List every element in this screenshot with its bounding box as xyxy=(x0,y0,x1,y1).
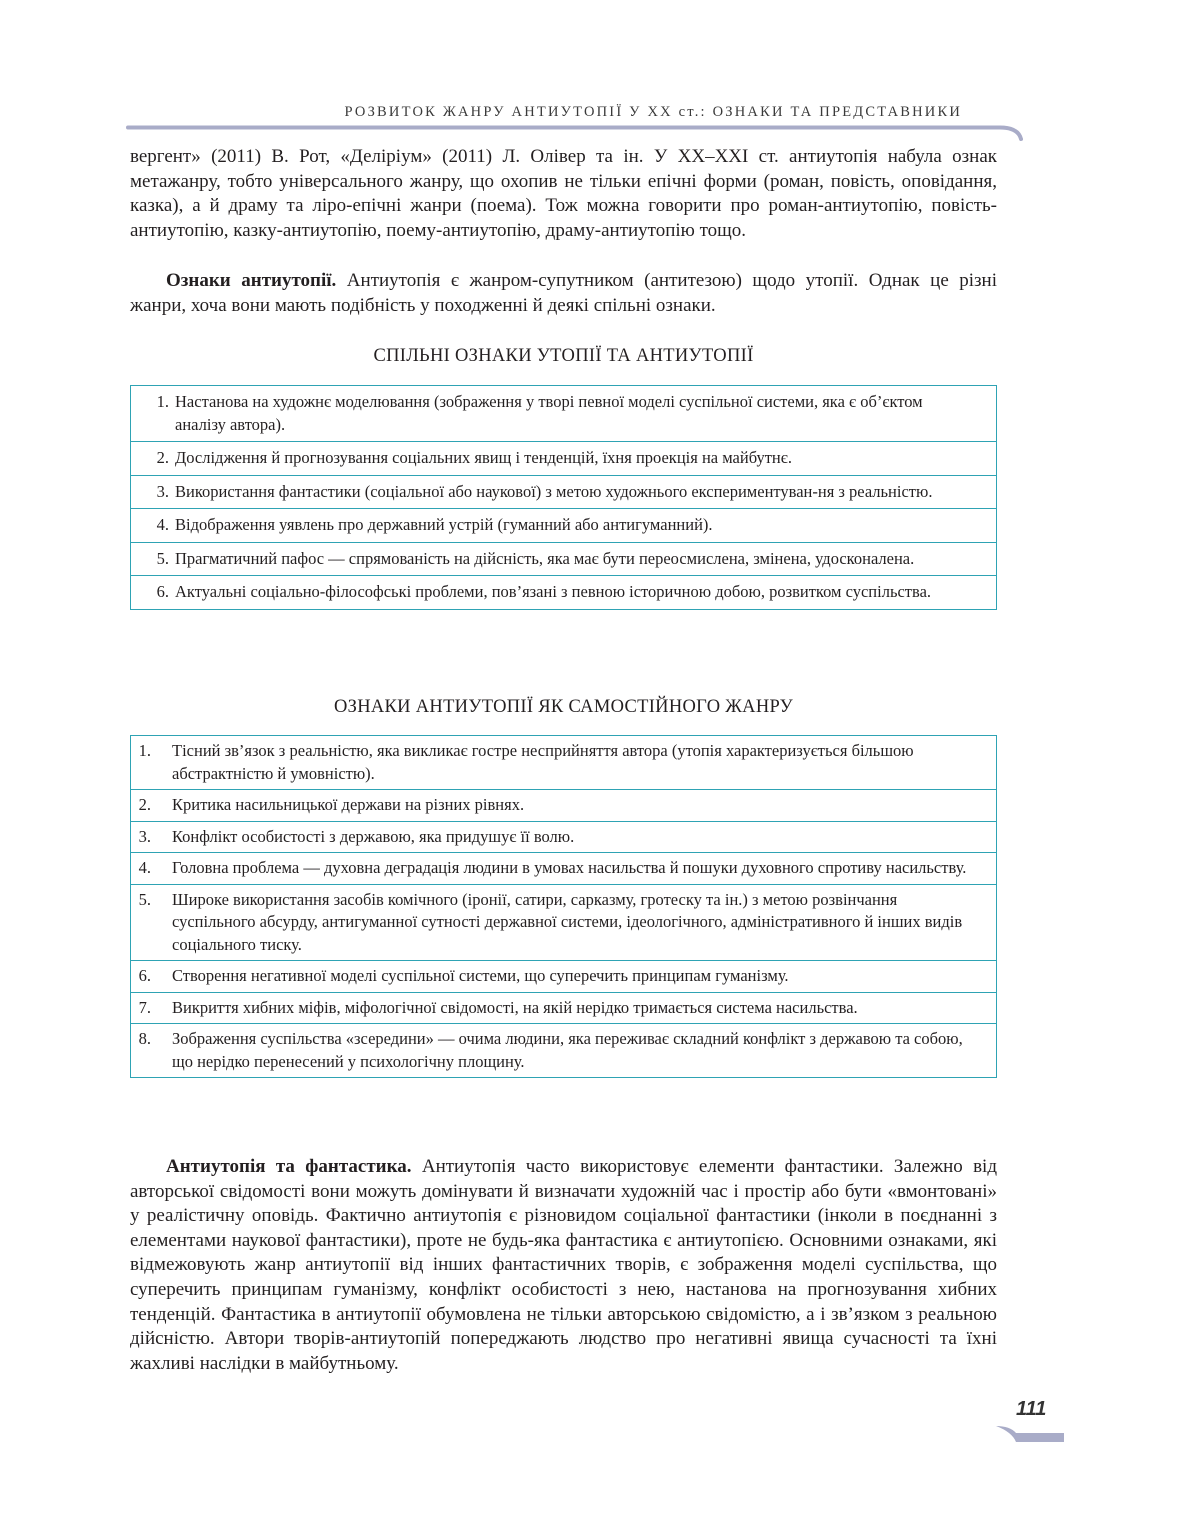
features-paragraph xyxy=(130,269,997,318)
table-row xyxy=(131,853,997,885)
features-lead: Ознаки антиутопії. xyxy=(166,270,337,291)
row-number: 8. xyxy=(138,1029,151,1048)
row-text: Головна проблема — духовна деградація людини в умовах насильства й пошуки духовного спротиву насильству. xyxy=(172,858,967,877)
running-head: РОЗВИТОК ЖАНРУ АНТИУТОПІЇ У XX ст.: ОЗНАКИ ТА ПРЕДСТАВНИКИ xyxy=(344,104,962,120)
fantasy-text: Антиутопія часто використовує елементи фантастики. Залежно від авторської свідомості вони можуть домінувати й визначати художній час і простір або бути «вмонтовані» у реалістичну оповідь. Фактично антиутопія є різновидом соціальної фантастики (інколи в поєднанні з елементами наукової фантастики), проте не будь-яка фантастика є антиутопією. Основними ознаками, які відмежовують жанр антиутопії від інших фантастичних творів, є зображення моделі суспільства, що суперечить принципам гуманізму, конфлікт особистості з нею, настанова на прогнозування хибних тенденцій. Фантастика в антиутопії обумовлена не тільки авторською свідомістю, а і зв’язком з реальною дійсністю. Автори творів-антиутопій попереджають людство про негативні явища сучасності та їхні жахливі наслідки в майбутньому. xyxy=(130,1156,997,1374)
table-row xyxy=(131,576,997,610)
row-number: 1. xyxy=(156,392,169,411)
header-rule xyxy=(0,0,1190,160)
table-row xyxy=(131,1024,997,1078)
row-number: 2. xyxy=(156,448,169,467)
row-number: 6. xyxy=(138,966,151,985)
antiutopia-features-table xyxy=(130,735,997,1078)
common-features-table xyxy=(130,385,997,610)
row-number: 3. xyxy=(156,481,169,501)
row-text: Тісний зв’язок з реальністю, яка викликає гостре несприйняття автора (утопія характеризується більшою абстрактністю й умовністю). xyxy=(172,741,914,783)
intro-paragraph: вергент» (2011) В. Рот, «Деліріум» (2011) Л. Олівер та ін. У XX–XXI ст. антиутопія набула ознак метажанру, тобто універсального жанру, що охопив не тільки епічні форми (роман, повість, оповідання, казка), а й драму та ліро-епічні жанри (поема). Тож можна говорити про роман-антиутопію, повість-антиутопію, казку-антиутопію, поему-антиутопію, драму-антиутопію тощо. xyxy=(130,146,997,241)
table-row xyxy=(131,542,997,576)
row-text: Прагматичний пафос — спрямованість на дійсність, яка має бути переосмислена, змінена, удосконалена. xyxy=(175,548,915,568)
row-text: Дослідження й прогнозування соціальних явищ і тенденцій, їхня проекція на майбутнє. xyxy=(175,448,792,467)
table-row xyxy=(131,736,997,790)
table-row xyxy=(131,386,997,442)
row-text: Широке використання засобів комічного (іронії, сатири, сарказму, гротеску та ін.) з метою розвінчання суспільного абсурду, антигуманної сутності державної системи, ідеологічного, адміністративного й інших видів соціального тиску. xyxy=(172,889,963,954)
table-row xyxy=(131,790,997,822)
row-number: 4. xyxy=(156,515,169,534)
table1-title: СПІЛЬНІ ОЗНАКИ УТОПІЇ ТА АНТИУТОПІЇ xyxy=(373,346,754,366)
row-text: Зображення суспільства «зсередини» — очима людини, яка переживає складний конфлікт з державою та собою, що нерідко перенесений у психологічну площину. xyxy=(172,1029,963,1071)
table2-title: ОЗНАКИ АНТИУТОПІЇ ЯК САМОСТІЙНОГО ЖАНРУ xyxy=(333,697,793,717)
footer-decoration xyxy=(996,1424,1068,1446)
fantasy-paragraph xyxy=(130,1155,997,1376)
row-text: Відображення уявлень про державний устрій (гуманний або антигуманний). xyxy=(175,515,713,534)
row-text: Використання фантастики (соціальної або наукової) з метою художнього експериментуван-ня з реальністю. xyxy=(175,481,933,501)
table-row xyxy=(131,821,997,853)
table-row xyxy=(131,509,997,543)
table-row xyxy=(131,961,997,993)
row-text: Викриття хибних міфів, міфологічної свідомості, на якій нерідко тримається система насильства. xyxy=(172,997,858,1017)
row-text: Актуальні соціально-філософські проблеми, пов’язані з певною історичною добою, розвитком суспільства. xyxy=(175,582,932,601)
row-number: 5. xyxy=(138,889,151,909)
row-text: Критика насильницької держави на різних рівнях. xyxy=(172,795,525,814)
page-number: 111 xyxy=(1016,1398,1047,1420)
row-number: 4. xyxy=(138,858,151,877)
row-text: Створення негативної моделі суспільної системи, що суперечить принципам гуманізму. xyxy=(172,966,789,985)
row-text: Настанова на художнє моделювання (зображення у творі певної моделі суспільної системи, яка є об’єктом аналізу автора). xyxy=(175,392,923,434)
table-row xyxy=(131,884,997,961)
row-number: 5. xyxy=(156,548,169,568)
row-text: Конфлікт особистості з державою, яка придушує її волю. xyxy=(172,826,575,846)
row-number: 1. xyxy=(138,741,151,760)
row-number: 7. xyxy=(138,997,151,1017)
features-text: Антиутопія є жанром-супутником (антитезою) щодо утопії. Однак це різні жанри, хоча вони мають подібність у походженні й деякі спільні ознаки. xyxy=(130,270,997,316)
table-row xyxy=(131,442,997,476)
row-number: 2. xyxy=(138,795,151,814)
table-row xyxy=(131,475,997,509)
fantasy-lead: Антиутопія та фантастика. xyxy=(166,1156,412,1177)
row-number: 6. xyxy=(156,582,169,601)
row-number: 3. xyxy=(138,826,151,846)
table-row xyxy=(131,992,997,1024)
